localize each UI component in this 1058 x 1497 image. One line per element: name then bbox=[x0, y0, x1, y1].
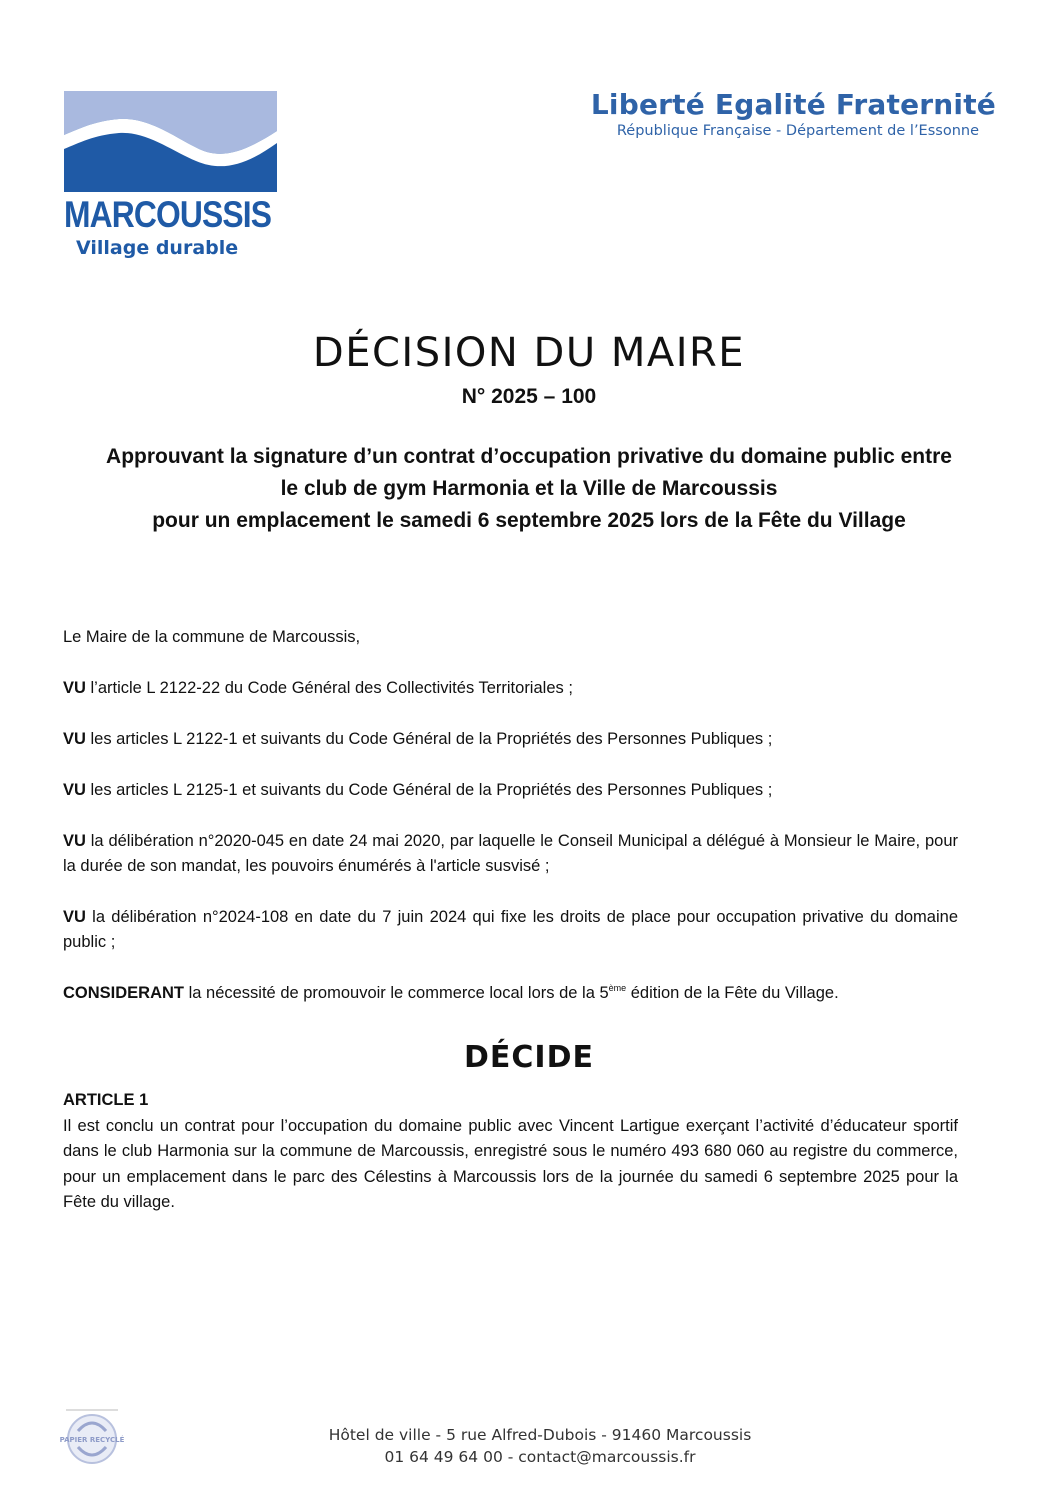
logo-name: MARCOUSSIS bbox=[64, 194, 272, 235]
visa-text: la délibération n°2024-108 en date du 7 juin 2024 qui fixe les droits de place pour occupation privative du domaine public ; bbox=[63, 908, 958, 951]
marcoussis-wave-logo-icon bbox=[64, 91, 277, 192]
visa-text: la délibération n°2020-045 en date 24 mai 2020, par laquelle le Conseil Municipal a délégué à Monsieur le Maire, pour la durée de son mandat, les pouvoirs énumérés à l'article susvisé ; bbox=[63, 832, 958, 875]
republic-motto bbox=[591, 88, 996, 139]
visa-keyword: VU bbox=[63, 781, 86, 799]
article-1 bbox=[63, 1088, 958, 1216]
considerant-text-end: édition de la Fête du Village. bbox=[626, 984, 839, 1002]
recycle-label: PAPIER RECYCLÉ bbox=[59, 1436, 125, 1444]
considerant-paragraph bbox=[63, 981, 958, 1006]
visa-keyword: VU bbox=[63, 908, 86, 926]
visa-text: les articles L 2125-1 et suivants du Code Général de la Propriétés des Personnes Publiques ; bbox=[85, 781, 773, 799]
page-footer bbox=[270, 1424, 810, 1468]
footer-address: Hôtel de ville - 5 rue Alfred-Dubois - 91460 Marcoussis bbox=[328, 1426, 752, 1444]
article-heading: ARTICLE 1 bbox=[63, 1091, 149, 1109]
recycled-paper-icon bbox=[59, 1409, 125, 1465]
subject-line: Approuvant la signature d’un contrat d’occupation privative du domaine public entre bbox=[106, 445, 952, 468]
ordinal-suffix: ème bbox=[608, 982, 627, 993]
visa-paragraph bbox=[63, 829, 958, 879]
logo-tagline: Village durable bbox=[76, 237, 239, 259]
visa-paragraph bbox=[63, 905, 958, 955]
visa-keyword: VU bbox=[63, 832, 86, 850]
visa-paragraph bbox=[63, 727, 958, 752]
motto-title: Liberté Egalité Fraternité bbox=[590, 88, 996, 121]
motto-subtitle: République Française - Département de l’Essonne bbox=[616, 123, 979, 139]
visa-keyword: VU bbox=[63, 679, 86, 697]
visa-text: l’article L 2122-22 du Code Général des Collectivités Territoriales ; bbox=[85, 679, 573, 697]
subject-line: le club de gym Harmonia et la Ville de Marcoussis bbox=[280, 477, 778, 500]
footer-contact: 01 64 49 64 00 - contact@marcoussis.fr bbox=[384, 1448, 696, 1466]
document-title: DÉCISION DU MAIRE bbox=[312, 330, 746, 376]
subject-line: pour un emplacement le samedi 6 septembre 2025 lors de la Fête du Village bbox=[152, 509, 906, 532]
marcoussis-logo bbox=[64, 91, 277, 259]
considerant-text: la nécessité de promouvoir le commerce local lors de la 5 bbox=[184, 984, 609, 1002]
visa-text: les articles L 2122-1 et suivants du Code Général de la Propriétés des Personnes Publiques ; bbox=[85, 730, 773, 748]
visa-paragraph bbox=[63, 676, 958, 701]
decision-number: N° 2025 – 100 bbox=[461, 385, 597, 408]
considerant-keyword: CONSIDERANT bbox=[63, 984, 185, 1002]
decision-subject bbox=[40, 441, 1018, 537]
decide-heading: DÉCIDE bbox=[464, 1040, 594, 1075]
visa-keyword: VU bbox=[63, 730, 86, 748]
visa-paragraph bbox=[63, 778, 958, 803]
intro-paragraph: Le Maire de la commune de Marcoussis, bbox=[63, 628, 361, 646]
article-text: Il est conclu un contrat pour l’occupation du domaine public avec Vincent Lartigue exerçant l’activité d’éducateur sportif dans le club Harmonia sur la commune de Marcoussis, enregistré sous le numéro 493 680 060 au registre du commerce, pour un emplacement dans le parc des Célestins à Marcoussis lors de la journée du samedi 6 septembre 2025 pour la Fête du village. bbox=[63, 1116, 958, 1211]
decision-body bbox=[63, 625, 958, 1032]
